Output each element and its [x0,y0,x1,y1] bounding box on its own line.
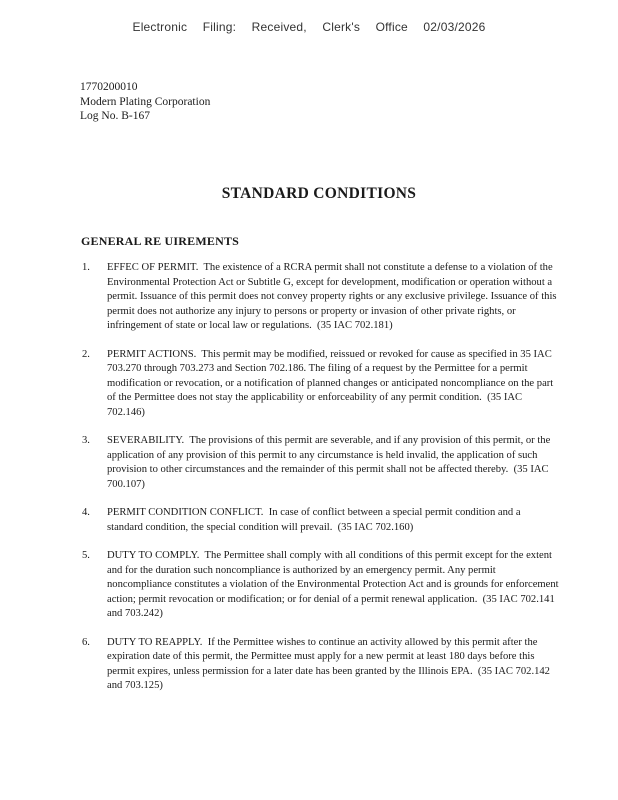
condition-citation: (35 IAC 700.107) [107,464,549,490]
document-header [80,80,210,124]
condition-text [107,434,559,492]
condition-heading: DUTY TO COMPLY. [107,550,200,561]
page-title: STANDARD CONDITIONS [221,185,417,202]
condition-number: 6. [82,636,90,648]
condition-item [0,506,618,535]
facility-id-number: 1770200010 [80,81,138,93]
condition-text [107,506,559,535]
condition-body: If the Permittee wishes to continue an activity allowed by this permit after the expiration date of this permit, the Permittee must apply for a new permit at least 180 days before this permit expires, unless permission for a later date has been granted by the Illinois EPA. [107,636,538,677]
condition-number: 2. [82,348,90,360]
condition-number: 5. [82,550,90,561]
condition-item [0,261,618,334]
condition-body: The provisions of this permit are severable, and if any provision of this permit, or the application of any provision of this permit to any circumstance is held invalid, the application of such provision to other circumstances and the remainder of this permit shall not be affected thereby. [107,435,551,475]
condition-heading: EFFEC OF PERMIT. [107,262,199,273]
condition-heading: SEVERABILITY. [107,435,185,446]
condition-number: 1. [82,262,90,273]
conditions-list [0,261,618,694]
condition-item [0,348,618,421]
condition-citation: (35 IAC 702.181) [317,320,393,331]
log-number: Log No. B-167 [80,110,150,122]
condition-body: This permit may be modified, reissued or revoked for cause as specified in 35 IAC 703.270 through 703.273 and Section 702.186. The filing of a request by the Permittee for a permit modification or revocation, or a notification of planned changes or anticipated noncompliance on the part of the Permittee does not stay the applicability or enforceability of any permit condition. [107,348,554,403]
condition-body: The Permittee shall comply with all conditions of this permit except for the extent and for the duration such noncompliance is authorized by an emergency permit. Any permit noncompliance constitutes a violation of the Environmental Protection Act and is grounds for enforcement action; permit revocation or modification; or for denial of a permit renewal application. [107,550,559,605]
condition-item [0,434,618,492]
condition-heading: PERMIT ACTIONS. [107,348,197,360]
condition-number: 4. [82,507,90,518]
condition-heading: PERMIT CONDITION CONFLICT. [107,507,264,518]
condition-number: 3. [82,435,90,446]
condition-heading: DUTY TO REAPPLY. [107,636,203,648]
condition-citation: (35 IAC 702.160) [337,521,414,533]
condition-text [107,348,559,421]
condition-item [0,549,618,622]
condition-item [0,636,618,694]
condition-text [107,636,559,694]
condition-citation: (35 IAC 702.142 and 703.125) [107,665,550,691]
condition-text [107,261,559,334]
section-heading: GENERAL RE UIREMENTS [81,234,240,248]
condition-body: The existence of a RCRA permit shall not constitute a defense to a violation of the Environmental Protection Act or Subtitle G, except for development, modification or operation without a permit. Issuance of this permit does not convey property rights or any exclusive privilege. Issuance of this permit does not authorize any injury to persons or property or invasion of other private rights, or infringement of state or local law or regulations. [107,262,557,331]
electronic-filing-stamp: Electronic Filing: Received, Clerk's Office 02/03/2026 [132,20,486,34]
company-name: Modern Plating Corporation [80,95,211,108]
condition-body: In case of conflict between a special permit condition and a standard condition, the special condition will prevail. [107,507,521,533]
condition-citation: (35 IAC 702.146) [107,392,523,418]
condition-citation: (35 IAC 702.141 and 703.242) [107,593,555,619]
condition-text [107,549,559,622]
